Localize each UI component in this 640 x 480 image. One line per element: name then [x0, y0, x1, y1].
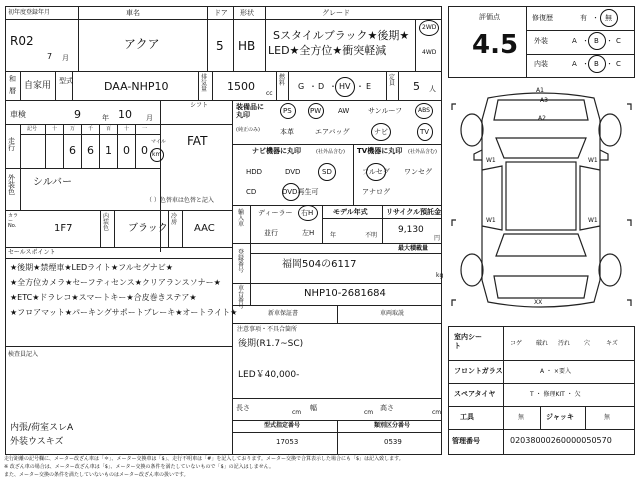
max-load-label: 最大積載量 [398, 245, 429, 252]
notes-title: 注意事項・不具合箇所 [237, 326, 298, 333]
diag-w1a: W1 [486, 157, 496, 164]
model-year-nen: 年 [330, 232, 337, 239]
first-reg-label: 初年度登録年月 [8, 9, 51, 16]
import-parallel: 並行 [264, 229, 278, 237]
equip-abs: ABS [418, 107, 430, 114]
seat-option-5: キズ [606, 340, 618, 347]
tv-fullseg: フルセグ [362, 168, 390, 176]
unit-4: 十 [124, 126, 130, 132]
manual-label: 車両取説 [380, 310, 405, 317]
car-name: アクア [124, 37, 160, 51]
fuel-label: 燃料 [279, 74, 286, 87]
spare-label: スペアタイヤ [454, 390, 496, 398]
mgmt-label: 管理番号 [452, 437, 480, 445]
tv-oneseg: ワンセグ [404, 168, 432, 176]
navi-dvd: DVD [285, 168, 301, 176]
recycle-label: リサイクル預託金 [386, 208, 442, 216]
mileage-digit-2: 6 [87, 144, 94, 157]
unit-0: 十 [52, 126, 58, 132]
overall-score: 4.5 [472, 30, 519, 60]
exterior-a: A [572, 37, 577, 45]
mileage-digit-3: 1 [105, 144, 112, 157]
import-left-h: 左H [302, 229, 315, 237]
kisu-label: 記号 [27, 126, 38, 132]
grade-label: グレード [322, 9, 350, 17]
unit-2: 千 [88, 126, 94, 132]
wa-label: 和 [9, 75, 16, 83]
reki-label: 暦 [9, 87, 16, 95]
width-label: 幅 [310, 404, 317, 412]
sales-point-title: セールスポイント [8, 249, 56, 256]
mileage-digit-1: 6 [69, 144, 76, 157]
capacity-unit: 人 [429, 85, 436, 93]
exterior-b: B [594, 37, 599, 45]
led-price: LED￥40,000- [238, 370, 300, 380]
equip-navi: ナビ [374, 128, 388, 136]
equip-ps: PS [283, 107, 292, 115]
sales-point-2: ★全方位カメラ★セーフティセンス★クリアランスソナー★ [10, 278, 221, 287]
grade-line-1: Sスタイルブラック★後期★ [273, 29, 410, 42]
footer-line-1: 走行距離の記号欄に、メーター改ざん車は「＊」、メーター交換車は「$」、走行不明車は「#」を記入しております。メーター交換で合算表示した場合にも「$」は記入致します。 [4, 456, 404, 462]
mile-label: マイル [151, 139, 166, 145]
color-no: 1F7 [54, 223, 73, 234]
shift-label: シフト [190, 102, 209, 109]
aircon: AAC [194, 223, 215, 234]
repair-no: 無 [605, 14, 612, 22]
shift-value: FAT [187, 134, 208, 148]
equip-airbag: エアバッグ [315, 128, 350, 136]
shaken-gatsu: 月 [146, 114, 153, 122]
class-number: 0539 [384, 438, 402, 446]
navi-title: ナビ機器に丸印 [252, 147, 301, 155]
sales-point-1: ★後期★禁煙車★LEDライト★フルセグナビ★ [10, 263, 173, 272]
diag-xx: XX [534, 299, 543, 306]
recycle-fee: 9,130 [398, 225, 424, 235]
import-label: 輸入車 [238, 209, 245, 228]
seat-option-3: 汚れ [558, 340, 571, 347]
int-seat-label: 室内シート [454, 333, 482, 351]
displacement: 1500 [227, 80, 255, 93]
capacity-label: 定員 [389, 74, 396, 87]
sales-point-4: ★フロアマット★パーキングサポートブレーキ★オートライト★ [10, 308, 238, 317]
equip-pw: PW [310, 107, 322, 115]
repair-label: 修復歴 [532, 14, 553, 22]
cc-unit: cc [266, 90, 273, 97]
door-count: 5 [216, 39, 224, 53]
drive-4wd: 4WD [422, 49, 437, 56]
interior-label: 内装 [534, 60, 548, 68]
equip-leather: 本革 [280, 128, 294, 136]
exterior-c: C [616, 37, 621, 45]
exterior-label: 外装 [534, 37, 548, 45]
unit-3: 百 [106, 126, 112, 132]
footer-line-3: また、メーター交換の条件を満たしていないものはメーター改ざん車の扱いです。 [4, 472, 189, 478]
equip-sunroof: サンルーフ [368, 107, 403, 115]
model-label: 型式 [59, 77, 73, 85]
shaken-year: 9 [74, 108, 81, 121]
max-load-unit: kg [436, 272, 444, 279]
interior-b: B [594, 60, 599, 68]
first-reg-year: R02 [10, 34, 34, 48]
notes-text: 後期(R1.7~SC) [238, 339, 304, 349]
recycle-unit: 円 [434, 235, 441, 242]
spare-value: T ・ 修理KIT ・ 欠 [530, 391, 581, 398]
usage: 自家用 [24, 81, 52, 91]
car-name-label: 車名 [126, 9, 140, 17]
fuel-hv: HV [339, 82, 351, 91]
equip-tv: TV [420, 128, 430, 136]
shape-label: 形状 [240, 9, 254, 17]
tv-title: TV機器に丸印 [357, 147, 403, 155]
equipment-sub: (純正のみ) [236, 127, 260, 133]
fuel-d: D [318, 82, 325, 91]
tools-label: 工具 [460, 413, 474, 421]
jack-label: ジャッキ [546, 413, 574, 421]
color-name: シルバー [33, 177, 73, 188]
shaken-nen: 年 [102, 114, 109, 122]
interior-c: C [616, 60, 621, 68]
first-reg-month: 7 [47, 52, 53, 61]
navi-cd: CD [246, 188, 257, 196]
inspector-note-1: 内張/荷室スレA [10, 423, 74, 433]
height-unit: cm [432, 409, 442, 416]
exterior-color-label: 外装色 [8, 174, 15, 196]
length-unit: cm [292, 409, 302, 416]
sales-point-3: ★ETC★ドラレコ★スマートキー★合皮巻きステア★ [10, 293, 197, 302]
length-label: 長さ [236, 404, 250, 412]
footer-line-2: ※ 改ざん車の場合は、メーター改ざん車は「$」、メーター交換の条件を満たしていないもので「$」の記入はしません。 [4, 464, 274, 470]
model-code: DAA-NHP10 [104, 80, 169, 93]
displacement-label: 排気量 [201, 74, 208, 93]
repair-yes: 有 [580, 14, 587, 22]
seat-option-4: 穴 [584, 340, 591, 347]
navi-dvd-play: DVD再生可 [282, 188, 319, 196]
warranty-label: 新車保証書 [268, 310, 299, 317]
navi-sd: SD [322, 168, 332, 176]
diag-a3: A3 [540, 97, 548, 104]
type-number-label: 型式指定番号 [264, 422, 301, 429]
seat-option-1: コゲ [510, 340, 523, 347]
mileage-digit-5: 0 [141, 144, 148, 157]
class-number-label: 類別区分番号 [374, 422, 411, 429]
equipment-title: 装備品に丸印 [236, 103, 264, 120]
chassis-number: NHP10-2681684 [304, 288, 386, 299]
door-label: ドア [214, 9, 228, 17]
drive-2wd: 2WD [422, 24, 437, 31]
inspector-title: 検査員記入 [8, 351, 39, 358]
diag-w1c: W1 [486, 217, 496, 224]
model-year-label: モデル年式 [333, 208, 368, 216]
diag-w1d: W1 [588, 217, 598, 224]
interior-a: A [572, 60, 577, 68]
fuel-g: G [298, 82, 305, 91]
mgmt-number: 02038000260000050570 [510, 436, 612, 445]
tv-sub: (社外品含む) [408, 149, 437, 155]
interior-color: ブラック [128, 223, 168, 234]
equip-aw: AW [338, 107, 350, 115]
color-note: （ ）色替車は色替と記入 [146, 197, 214, 204]
mileage-label: 走行 [8, 137, 15, 152]
unit-1: 万 [70, 126, 76, 132]
diag-a1: A1 [536, 87, 544, 94]
reg-number-label: 登録番号 [238, 249, 245, 274]
tv-analog: アナログ [362, 188, 390, 196]
aircon-label: 冷房 [171, 213, 178, 226]
navi-sub: (社外品含む) [316, 149, 345, 155]
jack-value: 無 [604, 414, 611, 421]
reg-number: 福岡504の6117 [282, 259, 357, 270]
first-reg-month-suffix: 月 [62, 54, 69, 62]
navi-hdd: HDD [246, 168, 263, 176]
height-label: 高さ [380, 404, 394, 412]
model-year-unknown: 不明 [365, 232, 378, 239]
inspector-note-2: 外装ウスキズ [10, 437, 64, 447]
color-no-label: カラー No. [8, 213, 19, 229]
shaken-label: 車検 [10, 110, 26, 119]
front-glass-value: A ・ ×要入 [540, 368, 571, 375]
shaken-month: 10 [118, 108, 132, 121]
tools-value: 無 [518, 414, 525, 421]
interior-color-label: 内装色 [103, 213, 110, 232]
score-title: 評価点 [479, 13, 500, 21]
seat-option-2: 破れ [536, 340, 549, 347]
diag-a2: A2 [538, 115, 546, 122]
front-glass-label: フロントガラス [454, 367, 503, 375]
fuel-e: E [366, 82, 372, 91]
unit-5: 一 [142, 126, 148, 132]
mileage-digit-4: 0 [123, 144, 130, 157]
mileage-unit: km [152, 151, 162, 158]
type-number: 17053 [276, 438, 299, 446]
grade-line-2: LED★全方位★衝突軽減 [268, 44, 387, 57]
chassis-label: 車台番号 [238, 285, 245, 310]
body-shape: HB [238, 39, 256, 53]
width-unit: cm [364, 409, 374, 416]
diag-w1b: W1 [588, 157, 598, 164]
capacity: 5 [413, 80, 420, 93]
import-right-h: 右H [301, 209, 314, 217]
import-dealer: ディーラー [258, 209, 293, 217]
